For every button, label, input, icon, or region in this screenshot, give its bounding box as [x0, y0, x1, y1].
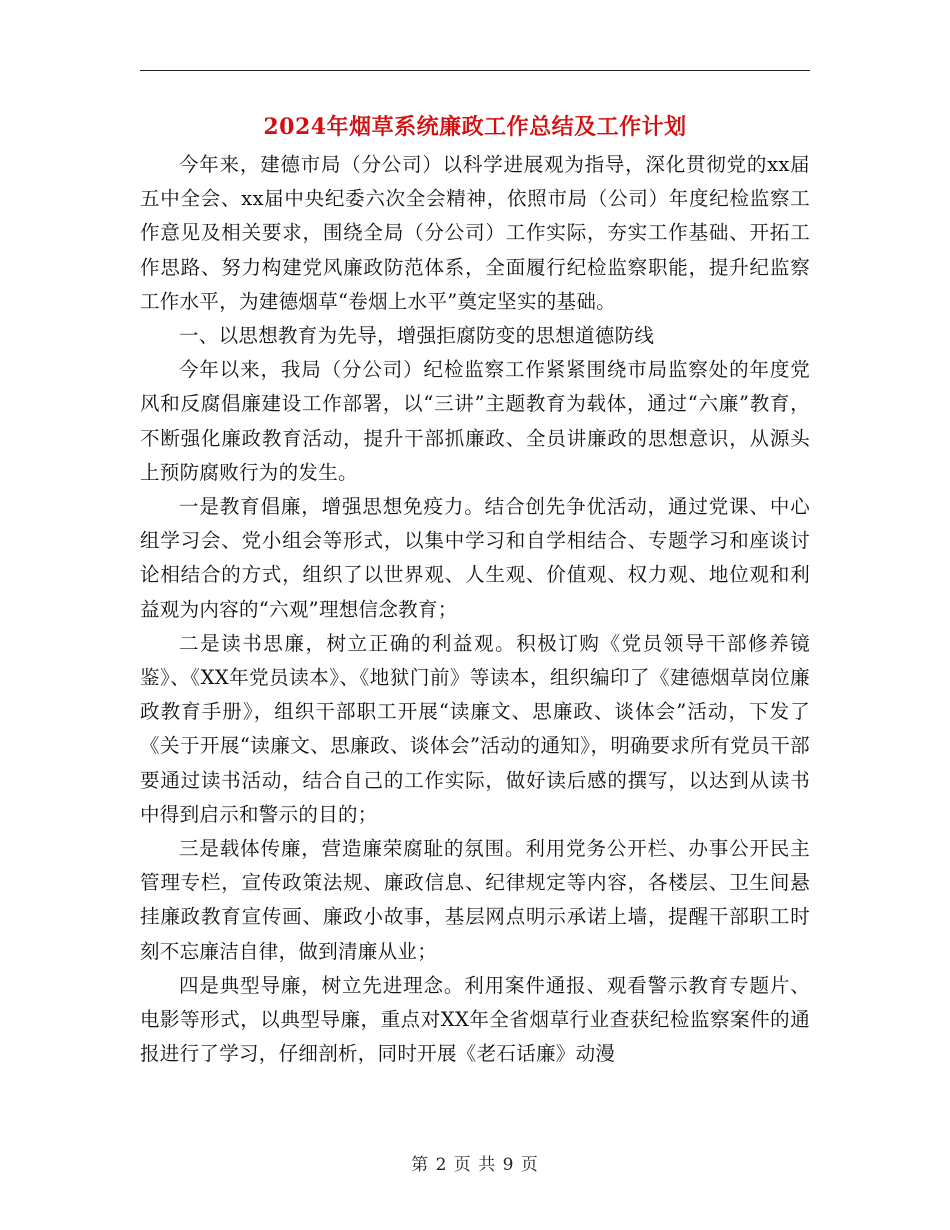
header-rule [140, 70, 810, 71]
document-body [140, 148, 810, 1071]
paragraph-section-1-overview: 今年以来，我局（分公司）纪检监察工作紧紧围绕市局监察处的年度党风和反腐倡廉建设工作部署，以“三讲”主题教育为载体，通过“六廉”教育，不断强化廉政教育活动，提升干部抓廉政、全员讲廉政的思想意识，从源头上预防腐败行为的发生。 [140, 358, 810, 484]
paragraph-item-4: 四是典型导廉，树立先进理念。利用案件通报、观看警示教育专题片、电影等形式，以典型导廉，重点对XX年全省烟草行业查获纪检监察案件的通报进行了学习，仔细剖析，同时开展《老石话廉》动漫 [140, 973, 810, 1066]
paragraph-item-3: 三是载体传廉，营造廉荣腐耻的氛围。利用党务公开栏、办事公开民主管理专栏，宣传政策法规、廉政信息、纪律规定等内容，各楼层、卫生间悬挂廉政教育宣传画、廉政小故事，基层网点明示承诺上墙，提醒干部职工时刻不忘廉洁自律，做到清廉从业； [140, 837, 810, 963]
paragraph-item-2: 二是读书思廉，树立正确的利益观。积极订购《党员领导干部修养镜鉴》、《XX年党员读本》、《地狱门前》等读本，组织编印了《建德烟草岗位廉政教育手册》，组织干部职工开展“读廉文、思廉政、谈体会”活动，下发了《关于开展“读廉文、思廉政、谈体会”活动的通知》，明确要求所有党员干部要通过读书活动，结合自己的工作实际，做好读后感的撰写，以达到从读书中得到启示和警示的目的； [140, 631, 810, 826]
section-heading-1: 一、以思想教育为先导，增强拒腐防变的思想道德防线 [179, 324, 655, 348]
page-number-footer: 第 2 页 共 9 页 [411, 1155, 539, 1175]
paragraph-intro: 今年来，建德市局（分公司）以科学进展观为指导，深化贯彻党的xx届五中全会、xx届中央纪委六次全会精神，依照市局（公司）年度纪检监察工作意见及相关要求，围绕全局（分公司）工作实际，夯实工作基础、开拓工作思路、努力构建党风廉政防范体系，全面履行纪检监察职能，提升纪监察工作水平，为建德烟草“卷烟上水平”奠定坚实的基础。 [140, 153, 810, 313]
document-title: 2024年烟草系统廉政工作总结及工作计划 [263, 114, 687, 140]
paragraph-item-1: 一是教育倡廉，增强思想免疫力。结合创先争优活动，通过党课、中心组学习会、党小组会等形式，以集中学习和自学相结合、专题学习和座谈讨论相结合的方式，组织了以世界观、人生观、价值观、权力观、地位观和利益观为内容的“六观”理想信念教育； [140, 495, 810, 621]
